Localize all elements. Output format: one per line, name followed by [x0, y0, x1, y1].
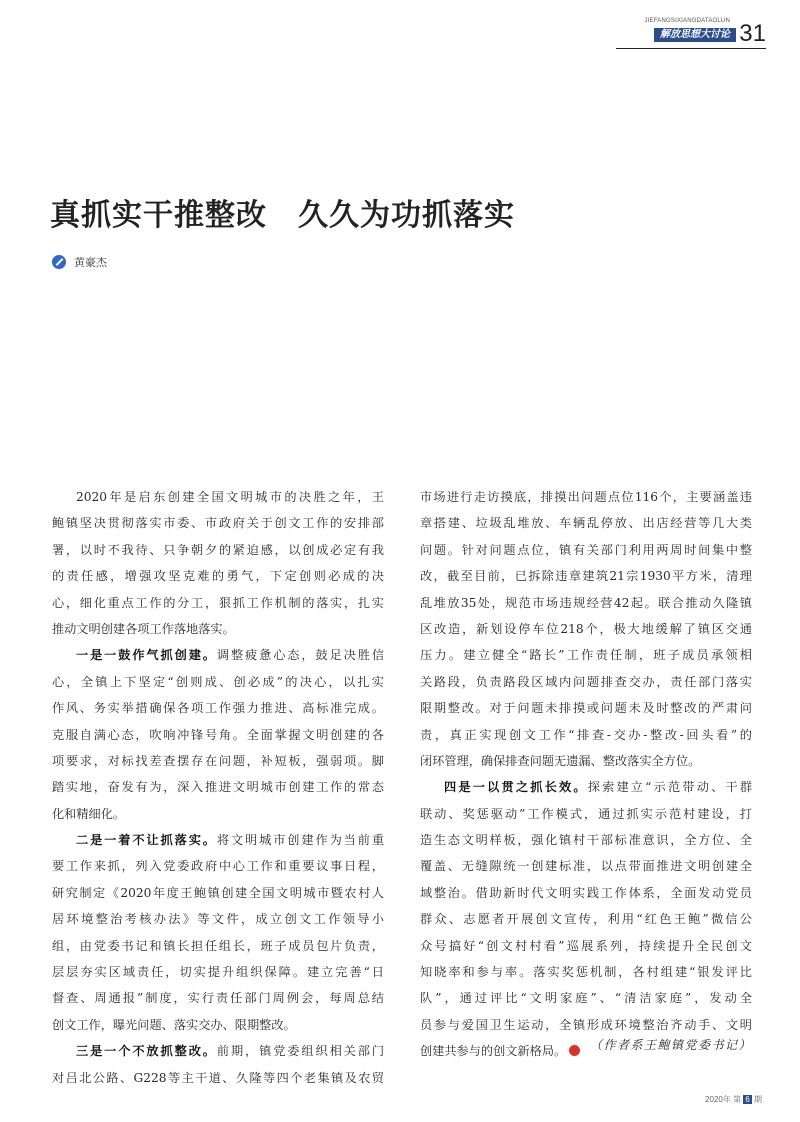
text-line [420, 985, 752, 1011]
text-line [420, 695, 752, 721]
text-line [52, 933, 384, 959]
line-text: 项要求，对标找差查摆存在问题，补短板，强弱项。脚 [52, 753, 384, 768]
section-lead: 四是一以贯之抓长效。 [444, 780, 588, 795]
line-text: 覆盖、无缝隙统一创建标准，以点带面推进文明创建全 [420, 859, 752, 874]
text-line [420, 748, 752, 774]
line-text: 研究制定《2020年度王鲍镇创建全国文明城市暨农村人 [52, 885, 384, 900]
text-line [420, 853, 752, 879]
line-text: 署，以时不我待、只争朝夕的紧迫感，以创成必定有我 [52, 542, 384, 557]
text-line [420, 484, 752, 510]
line-text: 联动、奖惩驱动”工作模式，通过抓实示范村建设，打 [420, 806, 752, 821]
text-line [52, 484, 384, 510]
text-line [52, 1038, 384, 1064]
line-text: 区改造，新划设停车位218个，极大地缓解了镇区交通 [420, 621, 752, 636]
text-line [420, 801, 752, 827]
text-line [52, 1012, 384, 1038]
article-column-left [52, 484, 384, 1091]
text-line [420, 880, 752, 906]
text-line [420, 933, 752, 959]
line-text: 鲍镇坚决贯彻落实市委、市政府关于创文工作的安排部 [52, 516, 384, 531]
text-line [52, 1065, 384, 1091]
author-byline: （作者系王鲍镇党委书记） [589, 1038, 752, 1052]
text-line [420, 906, 752, 932]
line-text: 创文工作，曝光问题、落实交办、限期整改。 [52, 1017, 296, 1032]
header-rule [616, 48, 766, 49]
text-line [52, 801, 384, 827]
article-column-right [420, 484, 752, 1065]
text-line [420, 1012, 752, 1038]
pen-icon [52, 255, 66, 269]
page-header [626, 18, 766, 52]
line-text: 居环境整治考核办法》等文件，成立创文工作领导小 [52, 912, 384, 927]
line-text: 市场进行走访摸底，排摸出问题点位116个，主要涵盖违 [420, 490, 752, 504]
text-line [420, 590, 752, 616]
line-text: 心，细化重点工作的分工，狠抓工作机制的落实，扎实 [52, 595, 384, 610]
text-line [52, 959, 384, 985]
text-line [52, 880, 384, 906]
line-text: 章搭建、垃圾乱堆放、车辆乱停放、出店经营等几大类 [420, 516, 752, 531]
text-line [52, 616, 384, 642]
text-line [52, 748, 384, 774]
line-text: 督查、周通报”制度，实行责任部门周例会，每周总结 [52, 991, 384, 1006]
section-lead: 二是一着不让抓落实。 [76, 833, 217, 848]
line-text: 域整治。借助新时代文明实践工作体系，全面发动党员 [420, 885, 752, 900]
line-text: 组，由党委书记和镇长担任组长，班子成员包片负责， [52, 938, 384, 953]
line-text: 克服自满心态，吹响冲锋号角。全面掌握文明创建的各 [52, 727, 384, 742]
text-line [420, 616, 752, 642]
line-text: 闭环管理，确保排查问题无遗漏、整改落实全方位。 [420, 753, 701, 768]
text-line [420, 510, 752, 536]
text-line [420, 669, 752, 695]
line-text: 乱堆放35处，规范市场违规经营42起。联合推动久隆镇 [420, 595, 752, 610]
text-line [52, 590, 384, 616]
text-line [52, 510, 384, 536]
text-line [52, 537, 384, 563]
text-line [420, 827, 752, 853]
line-text: 推动文明创建各项工作落地落实。 [52, 621, 235, 636]
text-line [52, 906, 384, 932]
line-text: 探索建立“示范带动、干群 [587, 780, 752, 795]
text-line [420, 563, 752, 589]
line-text: 化和精细化。 [52, 806, 126, 821]
section-lead: 三是一个不放抓整改。 [76, 1044, 217, 1059]
footer-issue-suffix: 期 [754, 1095, 762, 1104]
text-line [420, 959, 752, 985]
author-line [52, 254, 107, 270]
line-text: 对吕北公路、G228等主干道、久隆等四个老集镇及农贸 [52, 1070, 384, 1085]
text-line [52, 774, 384, 800]
line-text: 问题。针对问题点位，镇有关部门利用两周时间集中整 [420, 542, 752, 557]
text-line [420, 642, 752, 668]
line-text: 限期整改。对于问题未排摸或问题未及时整改的严肃问 [420, 701, 752, 716]
line-text: 员参与爱国卫生运动，全镇形成环境整治齐动手、文明 [420, 1017, 752, 1032]
text-line [52, 827, 384, 853]
line-text: 作风、务实举措确保各项工作强力推进、高标准完成。 [52, 701, 384, 716]
line-text: 群众、志愿者开展创文宣传，利用“红色王鲍”微信公 [420, 912, 752, 927]
magazine-name-banner: 解放思想大讨论 [654, 28, 736, 42]
line-text: 知晓率和参与率。落实奖惩机制，各村组建“银发评比 [420, 965, 752, 980]
text-line [52, 695, 384, 721]
line-text: 心，全镇上下坚定“创则成、创必成”的决心，以扎实 [52, 674, 384, 689]
text-line [52, 985, 384, 1011]
line-text: 2020年是启东创建全国文明城市的决胜之年，王 [76, 490, 384, 504]
line-text: 调整疲惫心态，鼓足决胜信 [216, 648, 384, 663]
line-text: 压力。建立健全“路长”工作责任制，班子成员承领相 [420, 648, 752, 663]
line-text: 踏实地，奋发有为，深入推进文明城市创建工作的常态 [52, 780, 384, 795]
text-line [420, 774, 752, 800]
text-line [52, 722, 384, 748]
line-text: 创建共参与的创文新格局。 [420, 1044, 567, 1059]
text-line [420, 722, 752, 748]
footer-year-label: 2020年 第 [705, 1095, 742, 1104]
line-text: 众号搞好“创文村村看”巡展系列，持续提升全民创文 [420, 938, 752, 953]
issue-number: 6 [745, 1095, 750, 1104]
line-text: 造生态文明样板，强化镇村干部标准意识，全方位、全 [420, 833, 752, 848]
article-title: 真抓实干推整改 久久为功抓落实 [50, 198, 515, 233]
line-text: 的责任感，增强攻坚克难的勇气，下定创则必成的决 [52, 569, 384, 584]
line-text: 队”，通过评比“文明家庭”、“清洁家庭”，发动全 [420, 991, 752, 1006]
page-footer [705, 1094, 762, 1105]
text-line [52, 642, 384, 668]
page-number: 31 [739, 20, 766, 47]
magazine-pinyin: JIEFANGSIXIANGDATAOLUN [644, 18, 730, 24]
line-text: 将文明城市创建作为当前重 [216, 833, 384, 848]
line-text: 前期，镇党委组织相关部门 [216, 1044, 384, 1059]
text-line [420, 537, 752, 563]
section-lead: 一是一鼓作气抓创建。 [76, 648, 217, 663]
line-text: 关路段，负责路段区域内问题排查交办，责任部门落实 [420, 674, 752, 689]
author-name: 黄豪杰 [74, 256, 107, 269]
line-text: 层层夯实区域责任，切实提升组织保障。建立完善“日 [52, 965, 384, 980]
line-text: 责，真正实现创文工作“排查-交办-整改-回头看”的 [420, 727, 752, 742]
text-line [52, 669, 384, 695]
text-line [52, 853, 384, 879]
line-text: 改，截至目前，已拆除违章建筑21宗1930平方米，清理 [420, 569, 752, 584]
text-line [52, 563, 384, 589]
line-text: 要工作来抓，列入党委政府中心工作和重要议事日程， [52, 859, 384, 874]
